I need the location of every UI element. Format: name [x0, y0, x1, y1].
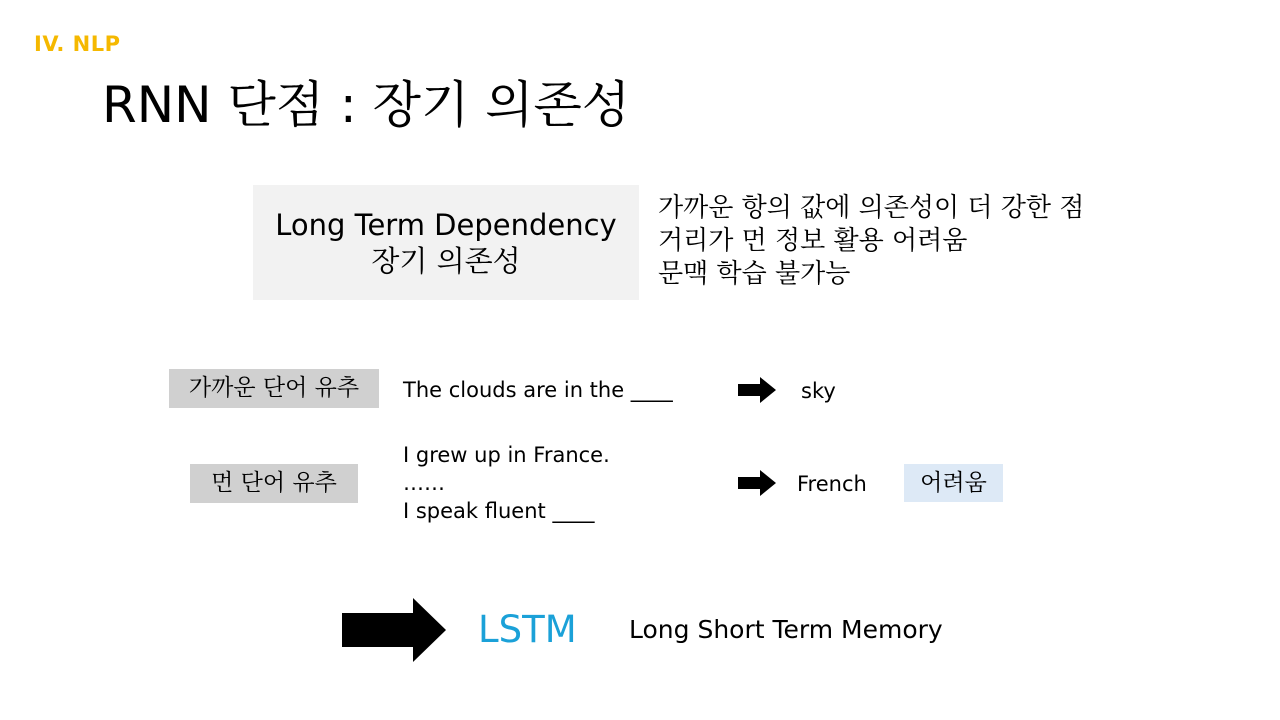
concept-box: [253, 185, 639, 300]
far-word-label: 먼 단어 유추: [190, 464, 358, 503]
description-list: [658, 192, 1084, 291]
far-word-line: I grew up in France.: [403, 443, 610, 467]
description-item: 문맥 학습 불가능: [658, 259, 851, 289]
right-arrow-icon: [738, 470, 776, 496]
near-word-label: 가까운 단어 유추: [169, 369, 379, 408]
far-word-sentence: [403, 441, 610, 525]
right-arrow-icon: [738, 377, 776, 403]
description-item: 가까운 항의 값에 의존성이 더 강한 점: [658, 193, 1085, 223]
lstm-label: LSTM: [478, 608, 577, 651]
near-word-sentence: The clouds are in the ____: [403, 378, 673, 402]
far-word-answer: French: [797, 472, 867, 496]
lstm-full-name: Long Short Term Memory: [629, 615, 943, 644]
big-right-arrow-icon: [342, 598, 446, 662]
far-word-line: ……: [403, 471, 445, 495]
concept-english: Long Term Dependency: [275, 207, 617, 242]
description-item: 거리가 먼 정보 활용 어려움: [658, 226, 968, 256]
concept-korean: 장기 의존성: [371, 243, 521, 278]
far-word-line: I speak fluent ____: [403, 499, 595, 523]
difficulty-badge: 어려움: [904, 464, 1003, 502]
slide-title: RNN 단점 : 장기 의존성: [102, 76, 631, 134]
section-tag: IV. NLP: [34, 32, 121, 56]
near-word-answer: sky: [801, 379, 836, 403]
